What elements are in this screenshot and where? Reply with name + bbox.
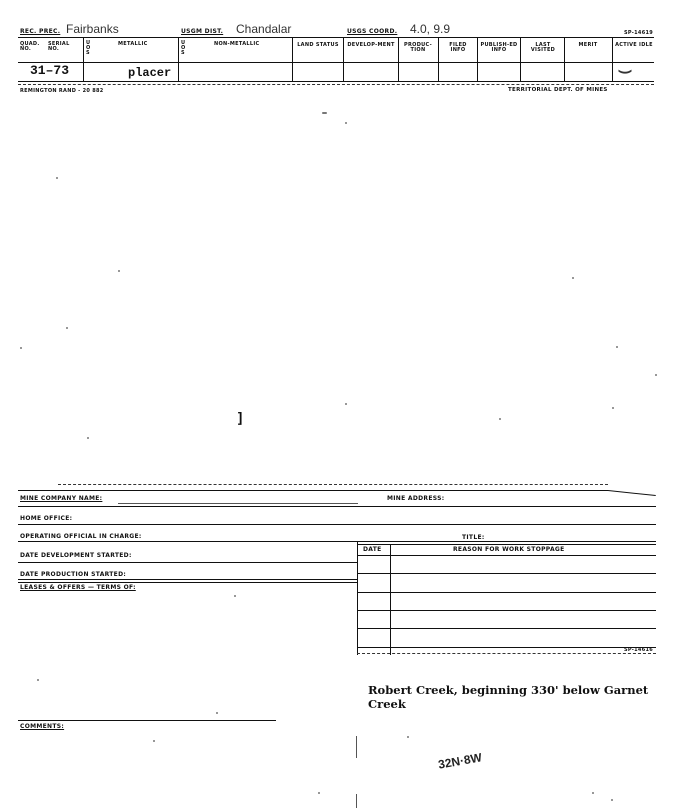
scan-speck [87, 437, 89, 439]
col-land-status: LAND STATUS [297, 42, 339, 48]
date-production-label: DATE PRODUCTION STARTED: [20, 571, 127, 578]
usgm-dist-value: Chandalar [236, 22, 292, 36]
row-rule [357, 610, 656, 611]
mine-company-underline [118, 503, 358, 504]
row-rule [357, 544, 656, 545]
leases-label: LEASES & OFFERS — TERMS OF: [20, 584, 136, 591]
scan-speck [655, 374, 657, 376]
divider [178, 37, 179, 81]
row-rule [357, 592, 656, 593]
comments-label: COMMENTS: [20, 723, 65, 730]
record-quad-serial: 31–73 [30, 63, 70, 78]
rec-prec-value: Fairbanks [66, 22, 119, 36]
operating-official-label: OPERATING OFFICIAL IN CHARGE: [20, 533, 142, 540]
lower-top-rule [18, 490, 608, 491]
row-rule [18, 582, 357, 583]
date-column-header: DATE [363, 546, 382, 553]
comments-rule [18, 720, 276, 721]
header-top-rule [18, 37, 654, 38]
lower-form [0, 478, 678, 809]
lower-curve-rule [608, 490, 656, 496]
divider [83, 37, 84, 81]
divider [612, 37, 613, 81]
row-rule [357, 573, 656, 574]
scan-speck [499, 418, 501, 420]
date-column-divider [390, 544, 391, 655]
row-rule [18, 562, 357, 563]
divider [398, 37, 399, 81]
scan-speck [234, 595, 236, 597]
mine-address-label: MINE ADDRESS: [387, 495, 445, 502]
col-last-visited: LAST VISITED [530, 42, 556, 53]
scan-speck [616, 346, 618, 348]
reason-column-header: REASON FOR WORK STOPPAGE [453, 546, 565, 553]
footer-remington: REMINGTON RAND - 20 882 [20, 88, 104, 94]
header-bottom-rule [18, 81, 654, 82]
row-rule [18, 541, 656, 542]
usgs-coord-label: USGS COORD. [347, 28, 398, 35]
col-uos-1: U O S [86, 40, 91, 56]
col-filed-info: FILED INFO [449, 42, 467, 53]
col-merit: MERIT [578, 42, 598, 48]
col-active-idle: ACTIVE IDLE [615, 42, 653, 48]
header-mid-rule [18, 62, 654, 63]
form-number-top: SP-14619 [624, 30, 654, 36]
scan-speck [572, 277, 574, 279]
divider [520, 37, 521, 81]
row-rule [18, 524, 656, 525]
mine-company-name-label: MINE COMPANY NAME: [20, 495, 103, 502]
record-active-idle-mark: ) [618, 69, 635, 75]
col-quad-no: QUAD. NO. [20, 41, 40, 52]
col-published-info: PUBLISH-ED INFO [480, 42, 518, 53]
col-metallic: METALLIC [118, 41, 148, 47]
row-dashed-rule [357, 653, 656, 654]
remarks-line-2: Creek [368, 697, 406, 711]
form-number-bottom: SP-14616 [624, 647, 654, 653]
comments-divider [356, 794, 357, 808]
record-metallic: placer [128, 66, 172, 80]
scan-speck [20, 347, 22, 349]
scan-speck [322, 112, 327, 114]
scan-speck [345, 403, 347, 405]
handwritten-note: 32N·8W [437, 750, 483, 772]
row-rule [357, 628, 656, 629]
col-development: DEVELOP-MENT [347, 42, 395, 48]
scan-speck [56, 177, 58, 179]
home-office-label: HOME OFFICE: [20, 515, 73, 522]
title-label: TITLE: [462, 534, 485, 541]
col-production: PRODUC-TION [404, 42, 432, 53]
date-column-divider [357, 541, 358, 655]
divider [564, 37, 565, 81]
scan-speck [612, 407, 614, 409]
scan-speck [118, 270, 120, 272]
usgm-dist-label: USGM DIST. [181, 28, 224, 35]
header-dashed-rule [18, 84, 654, 85]
divider [343, 37, 344, 81]
remarks-line-1: Robert Creek, beginning 330' below Garnet [368, 683, 649, 697]
scan-speck [345, 122, 347, 124]
row-rule [18, 506, 656, 507]
date-development-label: DATE DEVELOPMENT STARTED: [20, 552, 132, 559]
col-serial-no: SERIAL NO. [48, 41, 70, 52]
col-uos-2: U O S [181, 40, 186, 56]
rec-prec-label: REC. PREC. [20, 28, 61, 35]
stray-bracket-mark: ] [236, 411, 245, 427]
row-rule [357, 555, 656, 556]
divider [477, 37, 478, 81]
scan-speck [66, 327, 68, 329]
footer-territorial: TERRITORIAL DEPT. OF MINES [508, 87, 608, 93]
row-rule [357, 647, 656, 648]
col-non-metallic: NON-METALLIC [214, 41, 260, 47]
comments-divider [356, 736, 357, 758]
divider [292, 37, 293, 81]
top-card [0, 0, 678, 95]
row-rule [18, 579, 357, 580]
divider [438, 37, 439, 81]
usgs-coord-value: 4.0, 9.9 [410, 22, 451, 36]
lower-top-dashed-rule [58, 484, 608, 485]
